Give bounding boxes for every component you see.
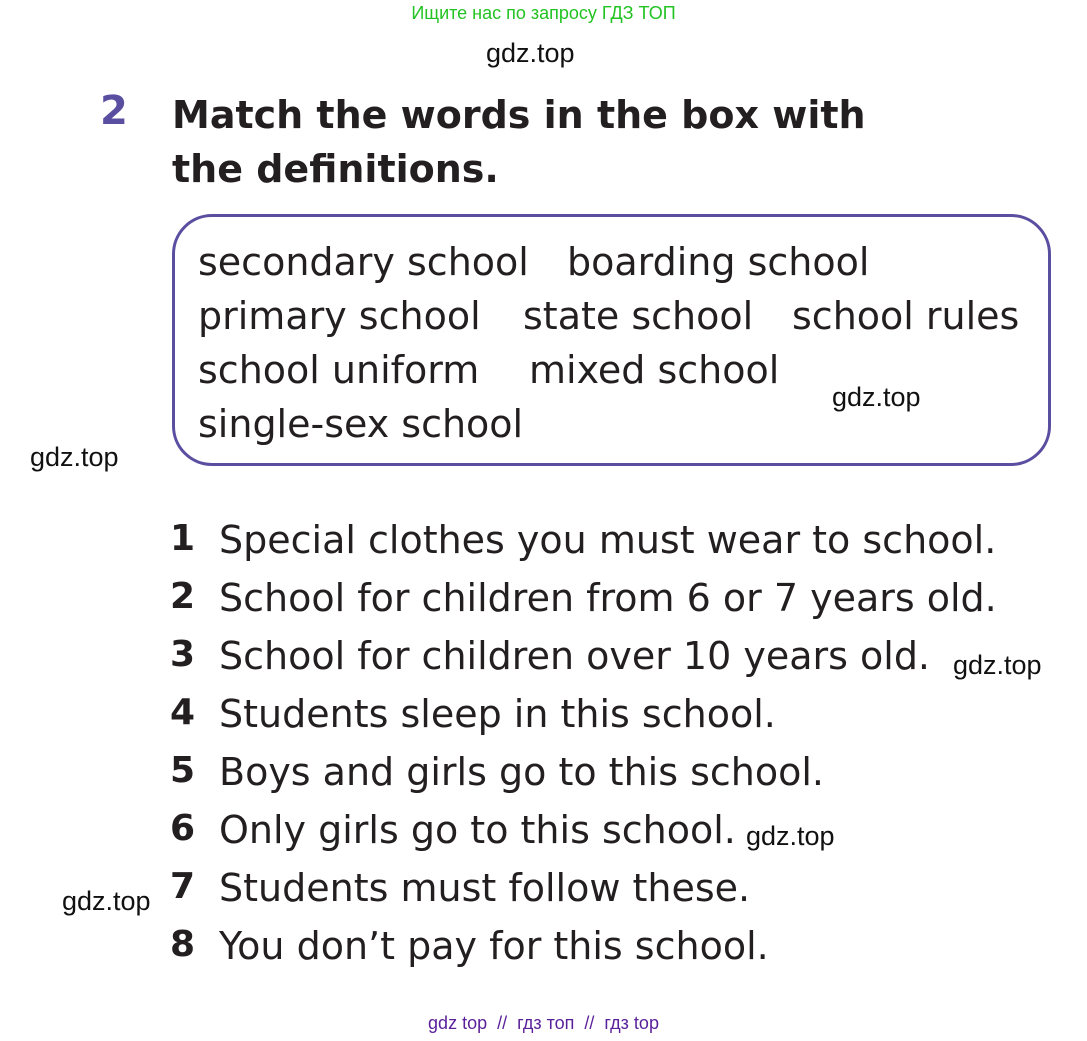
- definition-number: 7: [170, 866, 196, 907]
- definition-text: You don’t pay for this school.: [219, 924, 769, 968]
- watermark: gdz.top: [832, 382, 921, 412]
- word-secondary-school: secondary school: [198, 240, 529, 284]
- definition-text: School for children over 10 years old.: [219, 634, 931, 678]
- definition-text: School for children from 6 or 7 years old.: [219, 576, 997, 620]
- definition-number: 1: [170, 518, 196, 559]
- definition-text: Special clothes you must wear to school.: [219, 518, 997, 562]
- top-banner: Ищите нас по запросу ГДЗ ТОП: [411, 3, 676, 23]
- definition-number: 2: [170, 576, 196, 617]
- word-school-uniform: school uniform: [198, 348, 480, 392]
- definition-number: 8: [170, 924, 196, 965]
- exercise-instruction: Match the words in the box with the definitions.: [172, 93, 866, 191]
- watermark: gdz.top: [30, 442, 119, 472]
- word-state-school: state school: [523, 294, 754, 338]
- word-single-sex-school: single-sex school: [198, 402, 524, 446]
- definition-number: 4: [170, 692, 196, 733]
- word-school-rules: school rules: [792, 294, 1020, 338]
- watermark: gdz.top: [953, 650, 1042, 680]
- definition-text: Students must follow these.: [219, 866, 751, 910]
- definition-text: Boys and girls go to this school.: [219, 750, 824, 794]
- watermark: gdz.top: [486, 38, 575, 68]
- definition-number: 6: [170, 808, 196, 849]
- word-boarding-school: boarding school: [567, 240, 870, 284]
- definition-text: Only girls go to this school.: [219, 808, 736, 852]
- watermark: gdz.top: [746, 821, 835, 851]
- word-mixed-school: mixed school: [529, 348, 780, 392]
- word-primary-school: primary school: [198, 294, 481, 338]
- exercise-number: 2: [100, 88, 128, 134]
- footer-watermark: gdz top // гдз топ // гдз top: [428, 1013, 659, 1033]
- definition-number: 5: [170, 750, 196, 791]
- definition-text: Students sleep in this school.: [219, 692, 776, 736]
- definition-number: 3: [170, 634, 196, 675]
- watermark: gdz.top: [62, 886, 151, 916]
